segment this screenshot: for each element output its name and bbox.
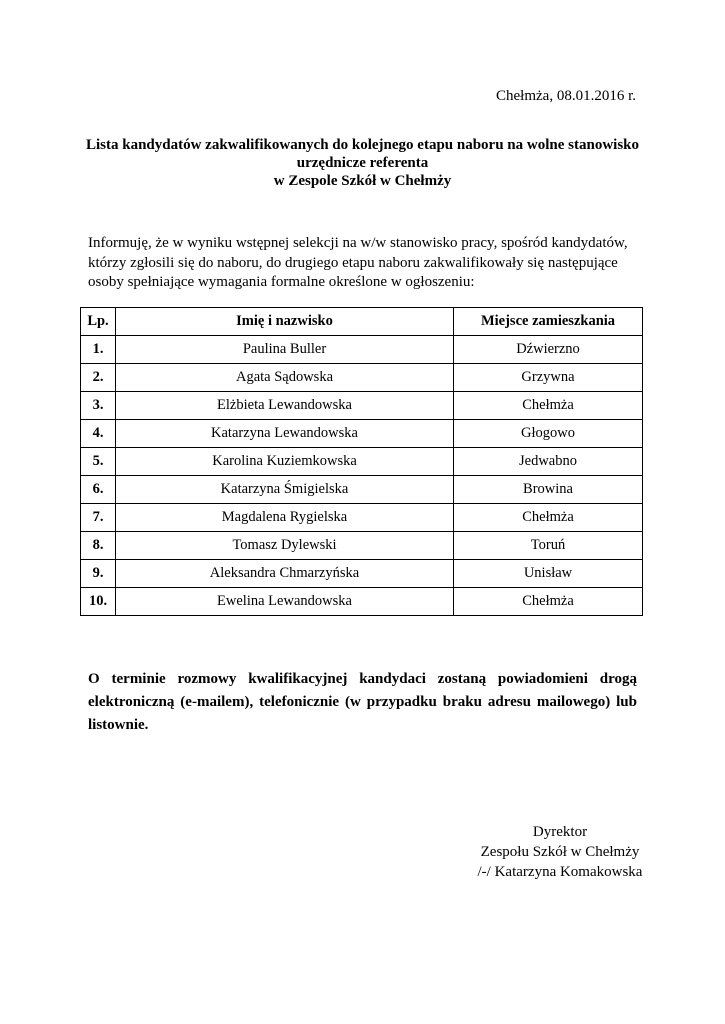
table-row [81, 476, 643, 504]
cell-name: Agata Sądowska [116, 364, 454, 392]
table-row [81, 420, 643, 448]
cell-place: Toruń [454, 532, 643, 560]
cell-lp: 4. [81, 420, 116, 448]
table-row [81, 336, 643, 364]
table-row [81, 364, 643, 392]
signature-name: /-/ Katarzyna Komakowska [477, 864, 643, 880]
header-name: Imię i nazwisko [116, 308, 454, 336]
table-row [81, 504, 643, 532]
cell-place: Dźwierzno [454, 336, 643, 364]
cell-lp: 1. [81, 336, 116, 364]
cell-lp: 8. [81, 532, 116, 560]
candidates-table [80, 307, 643, 616]
notice-line: listownie. [88, 717, 149, 733]
table-row [81, 560, 643, 588]
cell-place: Unisław [454, 560, 643, 588]
cell-lp: 2. [81, 364, 116, 392]
cell-name: Katarzyna Śmigielska [116, 476, 454, 504]
cell-name: Tomasz Dylewski [116, 532, 454, 560]
signature-block [465, 822, 655, 882]
cell-name: Ewelina Lewandowska [116, 588, 454, 616]
cell-place: Jedwabno [454, 448, 643, 476]
table-header-row [81, 308, 643, 336]
document-title [80, 136, 645, 190]
cell-place: Chełmża [454, 504, 643, 532]
cell-place: Głogowo [454, 420, 643, 448]
title-line: Lista kandydatów zakwalifikowanych do kolejnego etapu naboru na wolne stanowisko [85, 137, 640, 153]
intro-line: osoby spełniające wymagania formalne określone w ogłoszeniu: [88, 274, 475, 290]
header-place: Miejsce zamieszkania [454, 308, 643, 336]
cell-lp: 10. [81, 588, 116, 616]
signature-role: Dyrektor [532, 824, 588, 840]
title-line: w Zespole Szkół w Chełmży [273, 173, 452, 189]
cell-place: Chełmża [454, 392, 643, 420]
cell-place: Chełmża [454, 588, 643, 616]
cell-name: Katarzyna Lewandowska [116, 420, 454, 448]
table-row [81, 532, 643, 560]
title-line: urzędnicze referenta [296, 155, 429, 171]
cell-name: Aleksandra Chmarzyńska [116, 560, 454, 588]
cell-place: Browina [454, 476, 643, 504]
intro-line: którzy zgłosili się do naboru, do drugiego etapu naboru zakwalifikowały się następujące [88, 254, 618, 271]
cell-lp: 9. [81, 560, 116, 588]
cell-name: Magdalena Rygielska [116, 504, 454, 532]
place-date: Chełmża, 08.01.2016 r. [496, 88, 636, 104]
notice-line: elektroniczną (e-mailem), telefonicznie (w przypadku braku adresu mailowego) lub [88, 694, 637, 710]
cell-lp: 3. [81, 392, 116, 420]
intro-line: Informuję, że w wyniku wstępnej selekcji na w/w stanowisko pracy, spośród kandydatów, [88, 235, 628, 251]
cell-name: Karolina Kuziemkowska [116, 448, 454, 476]
interview-notice [88, 668, 637, 737]
table-row [81, 448, 643, 476]
header-lp: Lp. [81, 308, 116, 336]
signature-institution: Zespołu Szkół w Chełmży [480, 844, 640, 860]
table-row [81, 392, 643, 420]
notice-line: O terminie rozmowy kwalifikacyjnej kandydaci zostaną powiadomieni drogą [88, 671, 637, 687]
cell-lp: 6. [81, 476, 116, 504]
cell-name: Paulina Buller [116, 336, 454, 364]
intro-paragraph [88, 234, 648, 293]
table-row [81, 588, 643, 616]
cell-name: Elżbieta Lewandowska [116, 392, 454, 420]
cell-lp: 7. [81, 504, 116, 532]
cell-place: Grzywna [454, 364, 643, 392]
cell-lp: 5. [81, 448, 116, 476]
